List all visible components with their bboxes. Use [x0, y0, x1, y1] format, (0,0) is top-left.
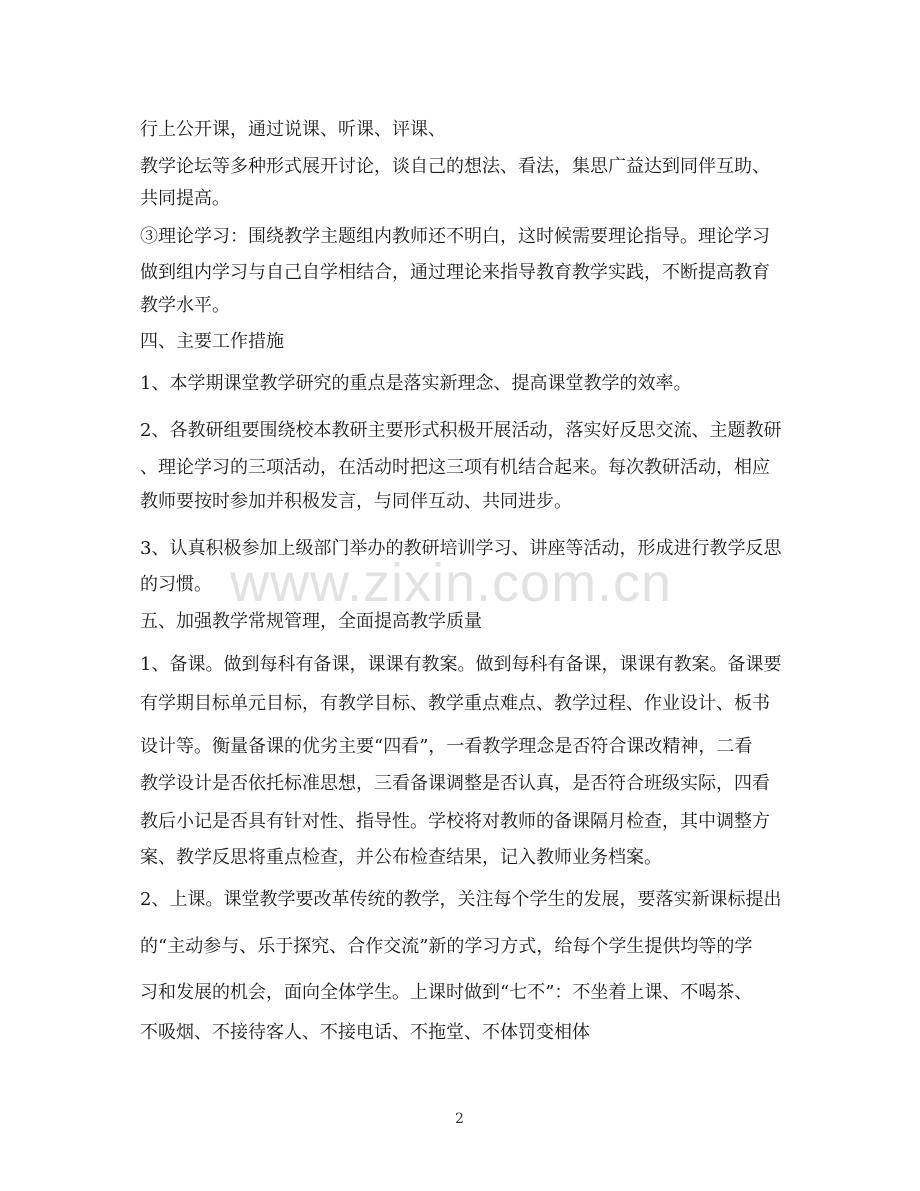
text-line: 有学期目标单元目标，有教学目标、教学重点难点、教学过程、作业设计、板书: [140, 693, 770, 714]
text-line: 教学论坛等多种形式展开讨论，谈自己的想法、看法，集思广益达到同伴互助、: [140, 156, 770, 177]
text-line: 的“主动参与、乐于探究、合作交流”新的学习方式，给每个学生提供均等的学: [140, 936, 753, 957]
text-line: 教学水平。: [140, 295, 230, 316]
text-line: 习和发展的机会，面向全体学生。上课时做到“七不”：不坐着上课、不喝茶、: [140, 982, 753, 1003]
text-line: 教师要按时参加并积极发言，与同伴互动、共同进步。: [140, 491, 572, 512]
text-line: 案、教学反思将重点检查，并公布检查结果，记入教师业务档案。: [140, 847, 662, 868]
text-line: 教后小记是否具有针对性、指导性。学校将对教师的备课隔月检查，其中调整方: [140, 811, 770, 832]
text-line: 2、上课。课堂教学要改革传统的教学，关注每个学生的发展，要落实新课标提出: [140, 889, 782, 910]
text-line: 、理论学习的三项活动，在活动时把这三项有机结合起来。每次教研活动，相应: [140, 457, 770, 478]
text-line: ③理论学习：围绕教学主题组内教师还不明白，这时候需要理论指导。理论学习: [140, 226, 770, 247]
section-heading: 五、加强教学常规管理，全面提高教学质量: [140, 611, 482, 632]
text-line: 行上公开课，通过说课、听课、评课、: [140, 119, 446, 140]
text-line: 的习惯。: [140, 574, 212, 595]
watermark: www.zixin.com.cn: [230, 553, 673, 613]
text-line: 1、本学期课堂教学研究的重点是落实新理念、提高课堂教学的效率。: [140, 373, 692, 394]
text-line: 设计等。衡量备课的优劣主要“四看”，一看教学理念是否符合课改精神，二看: [140, 736, 753, 757]
text-line: 共同提高。: [140, 188, 230, 209]
page-number: 2: [455, 1111, 464, 1127]
text-line: 教学设计是否依托标准思想，三看备课调整是否认真，是否符合班级实际，四看: [140, 773, 770, 794]
section-heading: 四、主要工作措施: [140, 331, 284, 352]
text-line: 3、认真积极参加上级部门举办的教研培训学习、讲座等活动，形成进行教学反思: [140, 538, 782, 559]
text-line: 1、备课。做到每科有备课，课课有教案。做到每科有备课，课课有教案。备课要: [140, 654, 782, 675]
text-line: 做到组内学习与自己自学相结合，通过理论来指导教育教学实践，不断提高教育: [140, 262, 770, 283]
text-line: 2、各教研组要围绕校本教研主要形式积极开展活动，落实好反思交流、主题教研: [140, 420, 782, 441]
text-line: 不吸烟、不接待客人、不接电话、不拖堂、不体罚变相体: [140, 1022, 590, 1043]
